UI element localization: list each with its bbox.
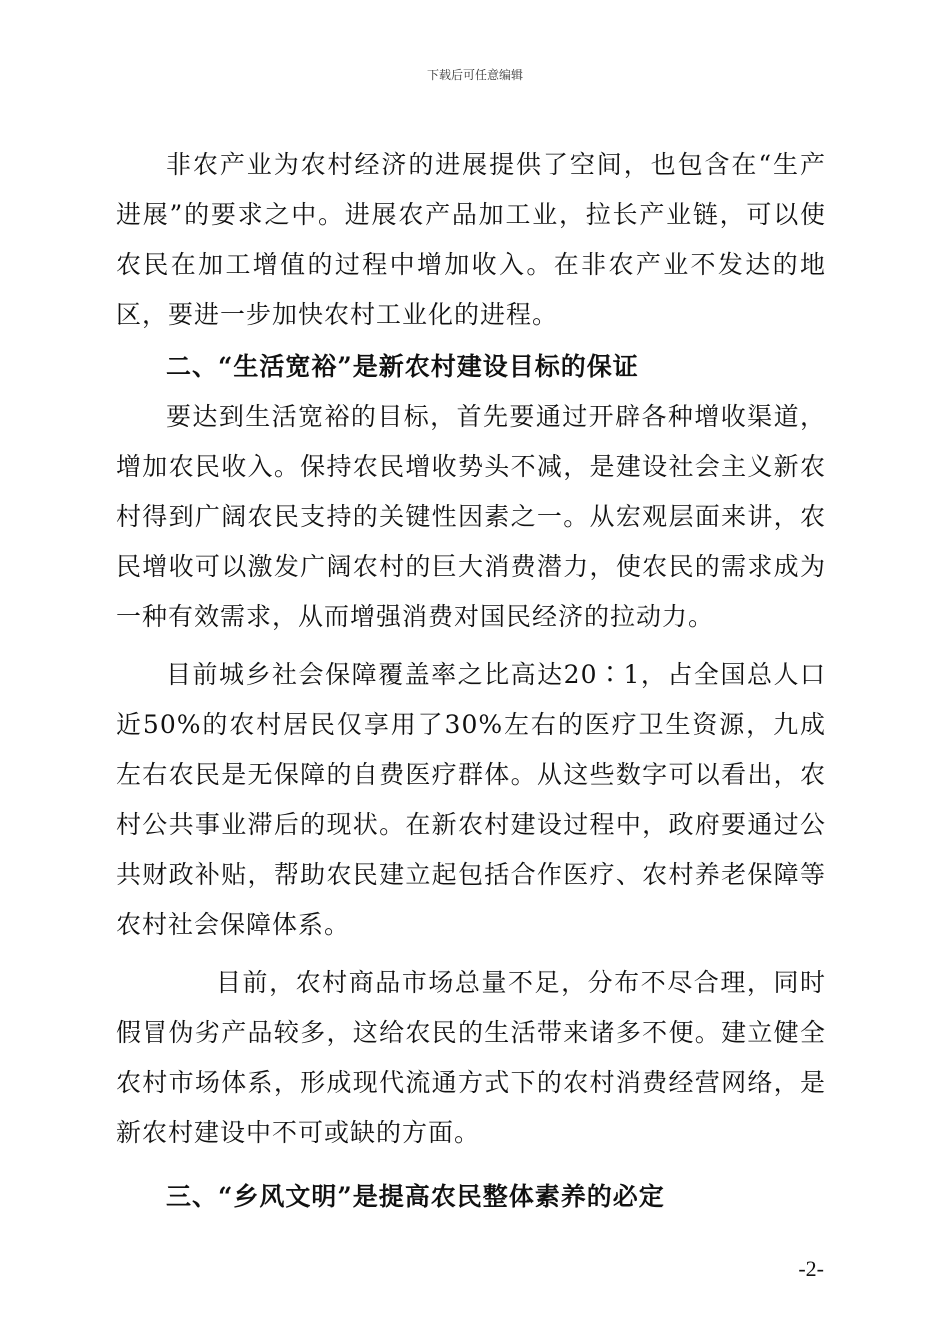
- page-number: -2-: [798, 1256, 824, 1281]
- page-header: 下载后可任意编辑: [426, 68, 523, 82]
- paragraph-income-growth: 要达到生活宽裕的目标，首先要通过开辟各种增收渠道，增加农民收入。保持农民增收势头不减，是建设社会主义新农村得到广阔农民支持的关键性因素之一。从宏观层面来讲，农民增收可以激发广阔农村的巨大消费潜力，使农民的需求成为一种有效需求，从而增强消费对国民经济的拉动力。: [116, 402, 826, 631]
- paragraph-non-agricultural-industry: 非农产业为农村经济的进展提供了空间，也包含在“生产进展”的要求之中。进展农产品加工业，拉长产业链，可以使农民在加工增值的过程中增加收入。在非农产业不发达的地区，要进一步加快农村工业化的进程。: [116, 150, 826, 329]
- section-heading-3: 三、“乡风文明”是提高农民整体素养的必定: [166, 1182, 665, 1211]
- document-body: [116, 140, 826, 1222]
- paragraph-rural-market: 目前，农村商品市场总量不足，分布不尽合理，同时假冒伪劣产品较多，这给农民的生活带来诸多不便。建立健全农村市场体系，形成现代流通方式下的农村消费经营网络，是新农村建设中不可或缺的方面。: [116, 968, 826, 1147]
- paragraph-social-security: 目前城乡社会保障覆盖率之比高达20∶1，占全国总人口近50%的农村居民仅享用了30%左右的医疗卫生资源，九成左右农民是无保障的自费医疗群体。从这些数字可以看出，农村公共事业滞后的现状。在新农村建设过程中，政府要通过公共财政补贴，帮助农民建立起包括合作医疗、农村养老保障等农村社会保障体系。: [116, 660, 826, 939]
- section-heading-2: 二、“生活宽裕”是新农村建设目标的保证: [166, 352, 639, 381]
